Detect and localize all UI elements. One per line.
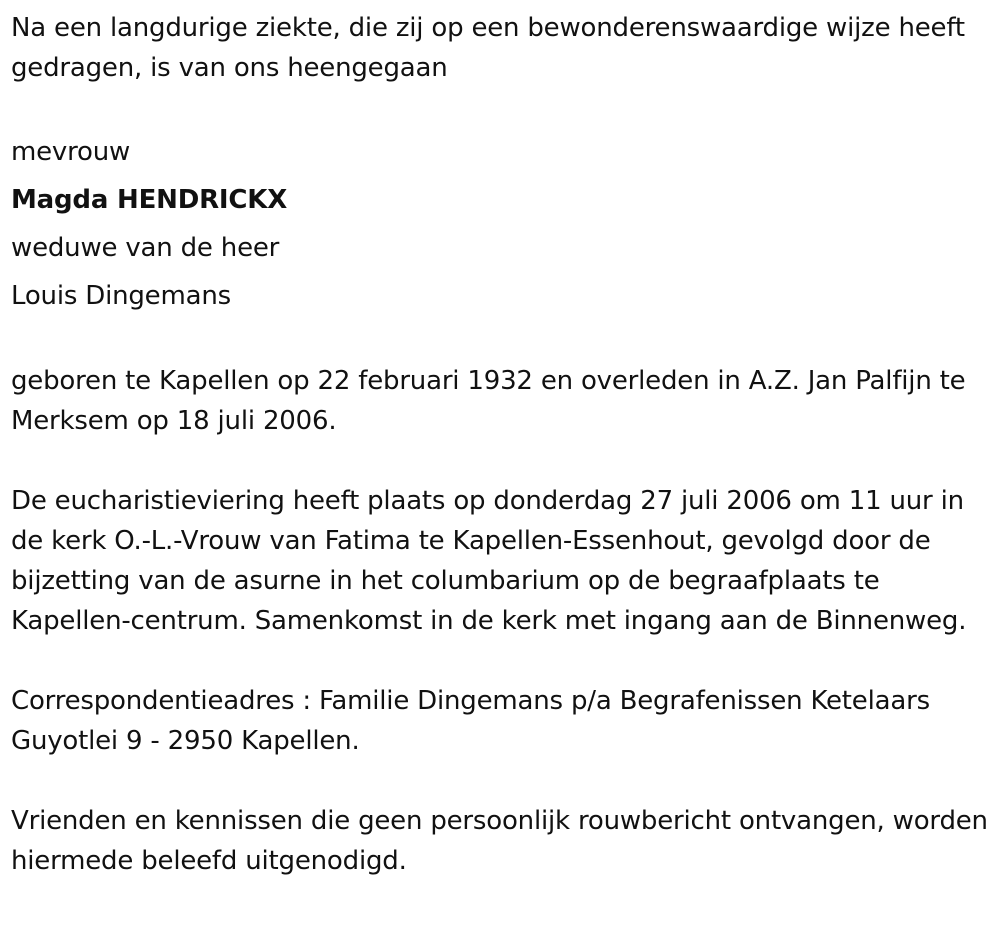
correspondence-text: Correspondentieadres : Familie Dingemans p/a Begrafenissen Ketelaars Guyotlei 9 - 2950 Kapellen. <box>11 686 930 756</box>
intro-text: Na een langdurige ziekte, die zij op een bewonderenswaardige wijze heeft gedragen, is van ons heengegaan <box>11 13 965 83</box>
relation-text: weduwe van de heer <box>11 233 280 263</box>
title-text: mevrouw <box>11 137 131 167</box>
birth-death-text: geboren te Kapellen op 22 februari 1932 en overleden in A.Z. Jan Palfijn te Merksem op 18 juli 2006. <box>11 366 966 436</box>
spouse-name: Louis Dingemans <box>11 281 231 311</box>
deceased-name: Magda HENDRICKX <box>11 185 288 215</box>
invitation-text: Vrienden en kennissen die geen persoonlijk rouwbericht ontvangen, worden hiermede beleefd uitgenodigd. <box>11 806 988 876</box>
obituary-notice <box>11 8 996 881</box>
ceremony-text: De eucharistieviering heeft plaats op donderdag 27 juli 2006 om 11 uur in de kerk O.-L.-Vrouw van Fatima te Kapellen-Essenhout, gevolgd door de bijzetting van de asurne in het columbarium op de begraafplaats te Kapellen-centrum. Samenkomst in de kerk met ingang aan de Binnenweg. <box>11 486 967 636</box>
